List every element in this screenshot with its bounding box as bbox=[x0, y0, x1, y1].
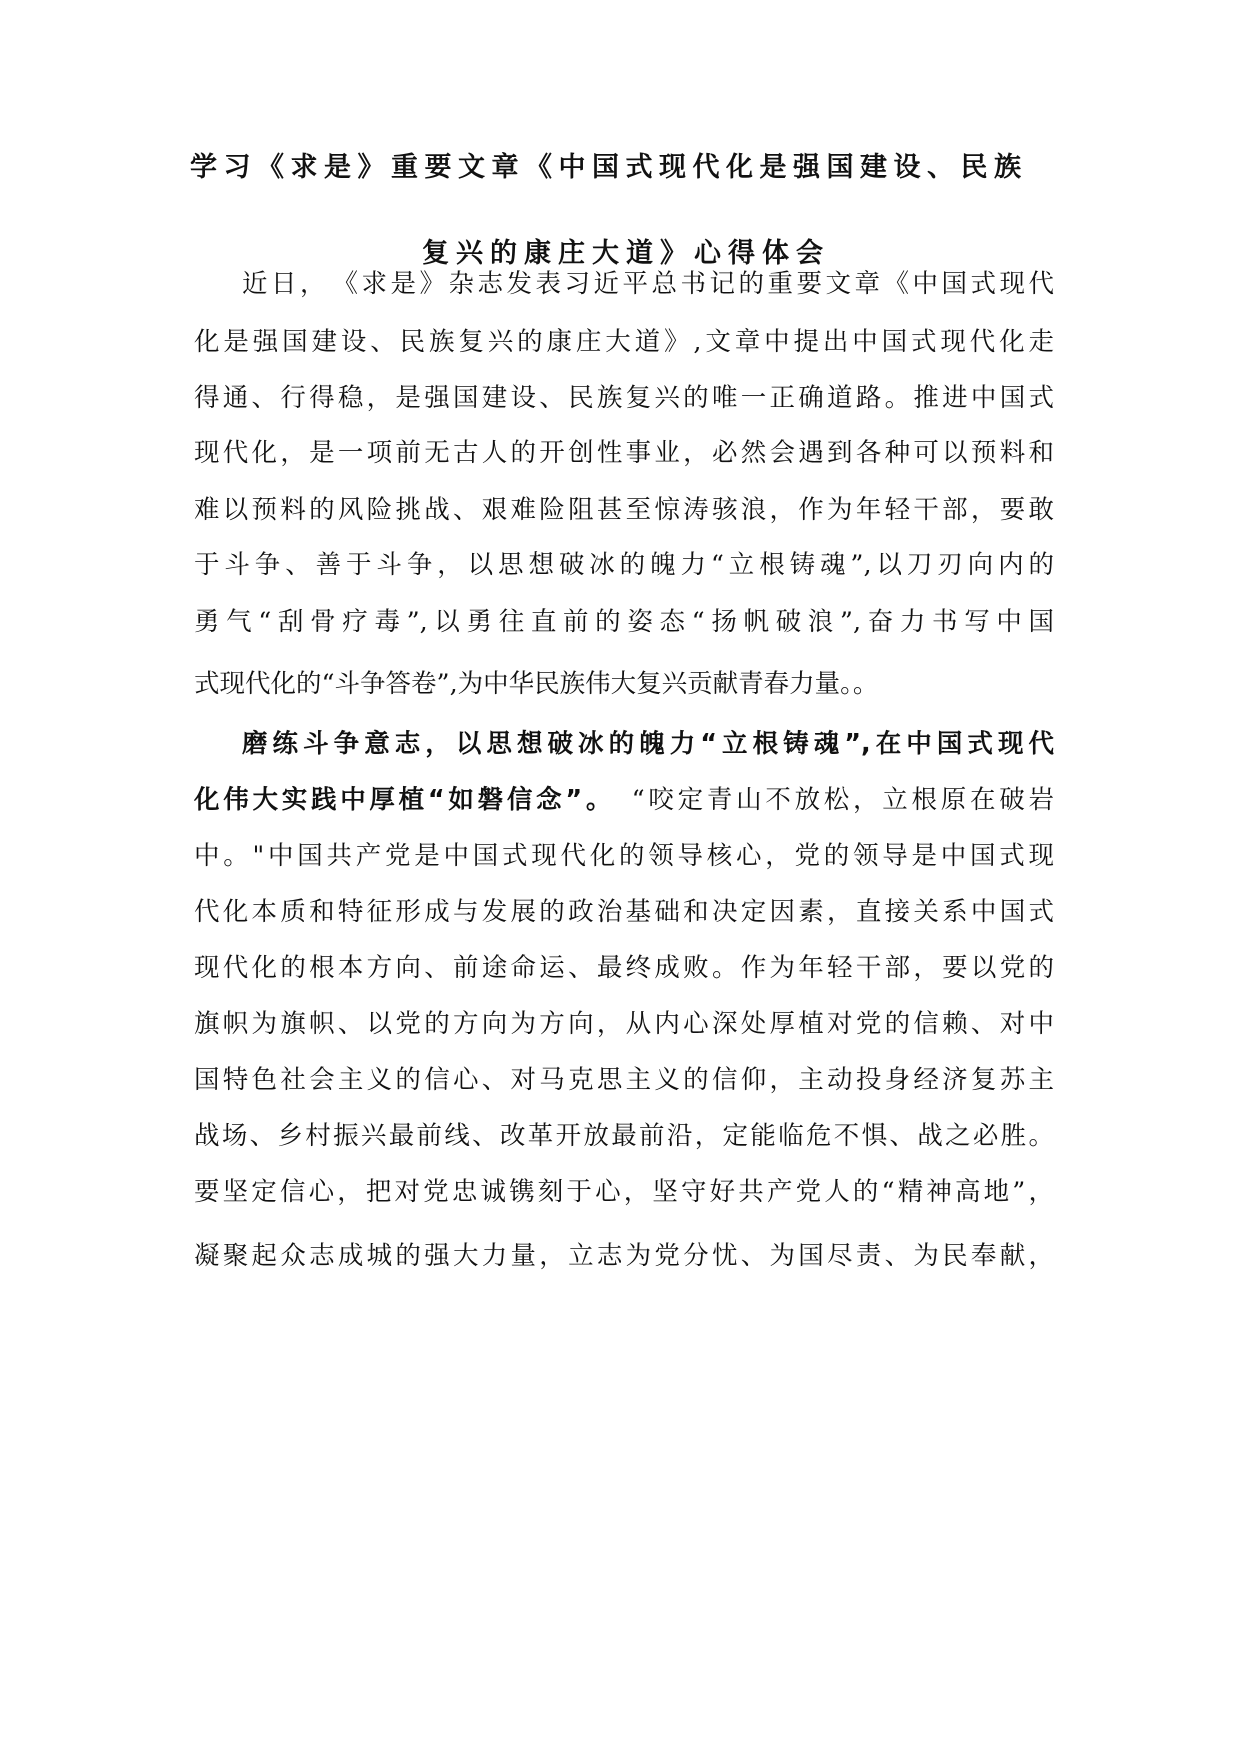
paragraph-2-line-1: 中。"中国共产党是中国式现代化的领导核心，党的领导是中国式现 bbox=[194, 841, 1054, 871]
document-title-line-2: 复兴的康庄大道》心得体会 bbox=[422, 238, 830, 269]
paragraph-1-line-3: 得通、行得稳，是强国建设、民族复兴的唯一正确道路。推进中国式 bbox=[194, 383, 1054, 413]
paragraph-2-line-7: 要坚定信心，把对党忠诚镌刻于心，坚守好共产党人的“精神高地”， bbox=[194, 1177, 1054, 1207]
paragraph-2-line-4: 旗帜为旗帜、以党的方向为方向，从内心深处厚植对党的信赖、对中 bbox=[194, 1009, 1054, 1039]
document-title-line-1: 学习《求是》重要文章《中国式现代化是强国建设、民族 bbox=[190, 152, 1028, 183]
paragraph-1-line-1: 近日， 《求是》杂志发表习近平总书记的重要文章《中国式现代 bbox=[242, 269, 1054, 299]
paragraph-1-line-6: 于斗争、善于斗争，以思想破冰的魄力“立根铸魂”,以刀刃向内的 bbox=[194, 550, 1054, 580]
paragraph-1-line-7: 勇气“刮骨疗毒”,以勇往直前的姿态“扬帆破浪”,奋力书写中国 bbox=[194, 607, 1054, 637]
paragraph-1-line-5: 难以预料的风险挑战、艰难险阻甚至惊涛骇浪，作为年轻干部，要敢 bbox=[194, 495, 1054, 525]
paragraph-2-line-5: 国特色社会主义的信心、对马克思主义的信仰，主动投身经济复苏主 bbox=[194, 1065, 1054, 1095]
section-heading-line-1: 磨练斗争意志，以思想破冰的魄力“立根铸魂”,在中国式现代 bbox=[242, 729, 1054, 759]
section-heading-bold-end: 化伟大实践中厚植“如磐信念”。 bbox=[194, 785, 603, 815]
paragraph-1-line-2: 化是强国建设、民族复兴的康庄大道》,文章中提出中国式现代化走 bbox=[194, 327, 1054, 357]
paragraph-2-opening: “咬定青山不放松，立根原在破岩 bbox=[602, 785, 1054, 815]
paragraph-2-line-8: 凝聚起众志成城的强大力量，立志为党分忧、为国尽责、为民奉献， bbox=[194, 1241, 1054, 1271]
section-heading-line-2 bbox=[194, 780, 1054, 820]
paragraph-1-line-4: 现代化，是一项前无古人的开创性事业，必然会遇到各种可以预料和 bbox=[194, 438, 1054, 468]
paragraph-1-line-8: 式现代化的“斗争答卷”,为中华民族伟大复兴贡献青春力量。。 bbox=[194, 669, 879, 699]
paragraph-2-line-2: 代化本质和特征形成与发展的政治基础和决定因素，直接关系中国式 bbox=[194, 897, 1054, 927]
paragraph-2-line-3: 现代化的根本方向、前途命运、最终成败。作为年轻干部，要以党的 bbox=[194, 953, 1054, 983]
paragraph-2-line-6: 战场、乡村振兴最前线、改革开放最前沿，定能临危不惧、战之必胜。 bbox=[194, 1121, 1054, 1151]
